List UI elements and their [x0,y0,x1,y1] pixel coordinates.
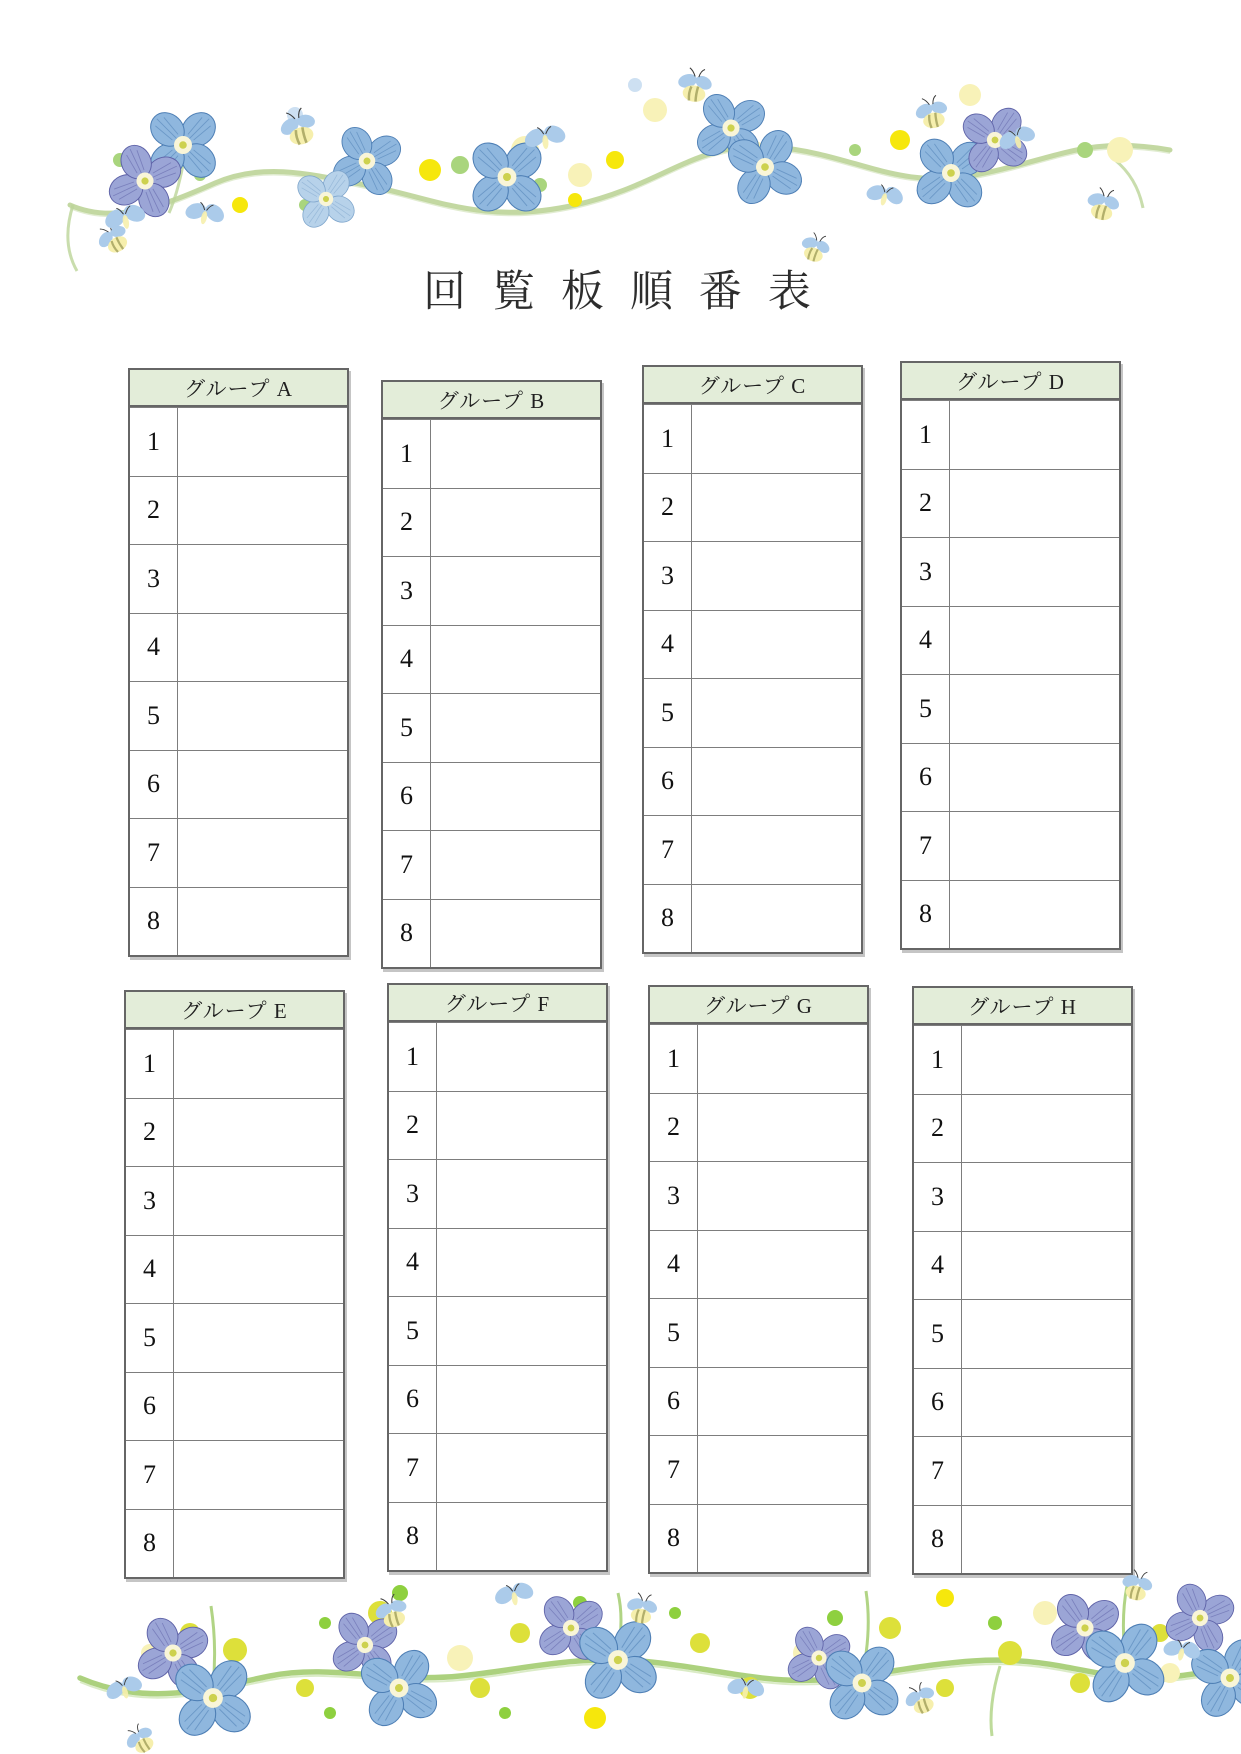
flower-icon [717,119,813,215]
table-row [914,1025,1131,1094]
table-row [902,743,1119,812]
entry-cell [950,538,1119,606]
entry-cell [962,1163,1131,1231]
table-row [130,407,347,476]
table-row [130,613,347,682]
entry-cell [178,751,347,819]
table-row [902,537,1119,606]
table-row [130,818,347,887]
flower-icon [166,1651,260,1745]
entry-cell [962,1506,1131,1574]
group-header [130,370,347,407]
group-label: グループ A [184,376,293,401]
row-number-cell: 2 [902,470,950,538]
row-number-cell: 1 [126,1030,174,1098]
entry-cell [437,1297,606,1365]
entry-cell [692,816,861,884]
table-row [914,1094,1131,1163]
flower-icon [1155,1573,1241,1664]
table-row [389,1365,606,1434]
flower-icon [779,1618,860,1699]
butterfly-icon [490,1577,538,1608]
vine-icon [68,145,1170,271]
entry-cell [698,1162,867,1230]
table-row [383,762,600,831]
table-row [902,674,1119,743]
table-row [383,488,600,557]
entry-cell [431,900,600,968]
table-row [644,541,861,610]
row-number-cell: 2 [383,489,431,557]
row-number-cell: 3 [383,557,431,625]
row-number-cell: 6 [126,1373,174,1441]
entry-cell [962,1026,1131,1094]
flower-icon [290,163,363,236]
group-table-F [387,983,608,1572]
table-row [130,681,347,750]
flower-icon [1075,1613,1175,1713]
group-table-E [124,990,345,1579]
bee-icon [673,65,716,105]
table-row [650,1230,867,1299]
dots-cluster [141,1585,1180,1729]
entry-cell [950,812,1119,880]
table-row [650,1298,867,1367]
bee-icon [899,1679,941,1719]
row-number-cell: 6 [383,763,431,831]
row-number-cell: 4 [902,607,950,675]
butterfly-icon [993,120,1040,154]
table-row [130,750,347,819]
row-number-cell: 6 [389,1366,437,1434]
table-row [902,811,1119,880]
row-number-cell: 4 [126,1236,174,1304]
table-row [126,1303,343,1372]
group-label: グループ H [968,994,1077,1019]
row-number-cell: 7 [130,819,178,887]
flower-icon [1180,1628,1241,1729]
table-row [650,1161,867,1230]
entry-cell [178,477,347,545]
group-table-D [900,361,1121,950]
flower-icon [323,117,411,205]
entry-cell [431,489,600,557]
table-row [126,1440,343,1509]
row-number-cell: 5 [902,675,950,743]
row-number-cell: 3 [650,1162,698,1230]
row-number-cell: 2 [650,1094,698,1162]
flower-icon [817,1638,908,1729]
butterfly-icon [1159,1633,1205,1665]
entry-cell [698,1025,867,1093]
entry-cell [698,1505,867,1573]
row-number-cell: 4 [130,614,178,682]
row-number-cell: 7 [914,1437,962,1505]
entry-cell [174,1304,343,1372]
group-header [126,992,343,1029]
row-number-cell: 3 [126,1167,174,1235]
row-number-cell: 8 [650,1505,698,1573]
butterfly-icon [181,195,230,229]
table-row [914,1299,1131,1368]
row-number-cell: 8 [126,1510,174,1578]
group-label: グループ F [444,991,551,1016]
row-number-cell: 2 [130,477,178,545]
table-row [126,1098,343,1167]
table-row [644,678,861,747]
table-row [383,899,600,968]
table-row [126,1029,343,1098]
row-number-cell: 1 [650,1025,698,1093]
row-number-cell: 8 [644,885,692,953]
entry-cell [437,1366,606,1434]
table-row [902,400,1119,469]
row-number-cell: 2 [644,474,692,542]
flower-icon [324,1604,406,1686]
entry-cell [698,1231,867,1299]
entry-cell [431,626,600,694]
group-header [383,382,600,419]
entry-cell [692,748,861,816]
table-row [644,473,861,542]
entry-cell [962,1300,1131,1368]
table-row [130,476,347,545]
table-row [383,693,600,762]
entry-cell [431,420,600,488]
entry-cell [178,408,347,476]
entry-cell [437,1434,606,1502]
table-row [644,404,861,473]
table-row [389,1022,606,1091]
row-number-cell: 6 [130,751,178,819]
table-row [389,1502,606,1571]
butterfly-icon [520,121,569,152]
row-number-cell: 3 [902,538,950,606]
bee-icon [370,1591,413,1631]
group-header [902,363,1119,400]
bee-icon [274,105,322,150]
row-number-cell: 1 [389,1023,437,1091]
entry-cell [692,542,861,610]
butterfly-icon [99,199,150,234]
row-number-cell: 4 [383,626,431,694]
flower-icon [350,1639,448,1737]
entry-cell [437,1092,606,1160]
row-number-cell: 4 [644,611,692,679]
table-row [126,1372,343,1441]
entry-cell [950,401,1119,469]
flower-icon [466,136,548,218]
table-row [389,1433,606,1502]
table-row [644,884,861,953]
entry-cell [692,474,861,542]
table-row [130,544,347,613]
table-row [130,887,347,956]
table-row [914,1368,1131,1437]
group-label: グループ B [437,388,546,413]
table-row [126,1235,343,1304]
row-number-cell: 3 [130,545,178,613]
bee-icon [911,93,952,131]
entry-cell [962,1437,1131,1505]
row-number-cell: 6 [644,748,692,816]
table-row [650,1024,867,1093]
row-number-cell: 8 [389,1503,437,1571]
entry-cell [178,614,347,682]
entry-cell [178,682,347,750]
row-number-cell: 5 [130,682,178,750]
row-number-cell: 3 [389,1160,437,1228]
row-number-cell: 1 [383,420,431,488]
entry-cell [174,1099,343,1167]
butterfly-icon [723,1672,769,1703]
flower-icon [954,99,1036,181]
group-label: グループ E [181,998,288,1023]
vine-icon [80,1586,1220,1736]
table-row [383,830,600,899]
table-row [389,1159,606,1228]
group-header [389,985,606,1022]
group-header [914,988,1131,1025]
row-number-cell: 2 [914,1095,962,1163]
butterfly-icon [862,177,909,211]
entry-cell [437,1023,606,1091]
group-table-B [381,380,602,969]
entry-cell [950,881,1119,949]
row-number-cell: 1 [130,408,178,476]
row-number-cell: 8 [383,900,431,968]
entry-cell [431,694,600,762]
row-number-cell: 1 [914,1026,962,1094]
entry-cell [178,545,347,613]
entry-cell [692,611,861,679]
row-number-cell: 7 [644,816,692,884]
row-number-cell: 7 [650,1436,698,1504]
flower-icon [688,85,774,171]
flower-icon [127,1607,218,1698]
flower-icon [97,133,193,229]
row-number-cell: 6 [902,744,950,812]
entry-cell [437,1229,606,1297]
bee-icon [119,1719,161,1754]
entry-cell [698,1094,867,1162]
table-row [914,1436,1131,1505]
row-number-cell: 8 [914,1506,962,1574]
table-row [126,1509,343,1578]
bee-icon [1081,184,1124,224]
row-number-cell: 6 [650,1368,698,1436]
row-number-cell: 5 [650,1299,698,1367]
group-table-G [648,985,869,1574]
row-number-cell: 3 [644,542,692,610]
entry-cell [174,1236,343,1304]
row-number-cell: 6 [914,1369,962,1437]
table-row [389,1091,606,1160]
entry-cell [962,1232,1131,1300]
dots-cluster [113,78,1133,213]
row-number-cell: 4 [650,1231,698,1299]
entry-cell [962,1095,1131,1163]
table-row [902,469,1119,538]
table-row [644,815,861,884]
table-row [650,1367,867,1436]
table-row [126,1166,343,1235]
group-table-A [128,368,349,957]
page-title: 回 覧 板 順 番 表 [423,268,818,316]
row-number-cell: 7 [389,1434,437,1502]
table-row [383,556,600,625]
row-number-cell: 2 [389,1092,437,1160]
entry-cell [950,470,1119,538]
table-row [650,1093,867,1162]
row-number-cell: 5 [914,1300,962,1368]
group-label: グループ G [704,993,813,1018]
row-number-cell: 7 [902,812,950,880]
flower-icon [569,1611,667,1709]
row-number-cell: 5 [126,1304,174,1372]
entry-cell [692,679,861,747]
row-number-cell: 5 [644,679,692,747]
row-number-cell: 3 [914,1163,962,1231]
entry-cell [950,607,1119,675]
row-number-cell: 7 [383,831,431,899]
row-number-cell: 1 [902,401,950,469]
table-row [914,1231,1131,1300]
table-row [650,1435,867,1504]
entry-cell [962,1369,1131,1437]
row-number-cell: 8 [130,888,178,956]
flower-icon [531,1588,611,1668]
table-row [644,747,861,816]
entry-cell [437,1503,606,1571]
row-number-cell: 5 [383,694,431,762]
row-number-cell: 8 [902,881,950,949]
entry-cell [431,763,600,831]
entry-cell [950,675,1119,743]
bee-icon [622,1590,661,1627]
table-row [902,880,1119,949]
row-number-cell: 1 [644,405,692,473]
bee-icon [91,217,135,260]
entry-cell [698,1299,867,1367]
group-table-C [642,365,863,954]
row-number-cell: 7 [126,1441,174,1509]
entry-cell [178,819,347,887]
row-number-cell: 4 [389,1229,437,1297]
entry-cell [174,1373,343,1441]
table-row [389,1228,606,1297]
table-row [650,1504,867,1573]
flower-icon [1042,1585,1128,1671]
entry-cell [431,557,600,625]
row-number-cell: 4 [914,1232,962,1300]
entry-cell [950,744,1119,812]
table-row [902,606,1119,675]
entry-cell [698,1368,867,1436]
flower-icon [144,106,222,184]
entry-cell [174,1441,343,1509]
flower-icon [908,130,993,215]
group-label: グループ D [956,369,1065,394]
entry-cell [698,1436,867,1504]
butterfly-icon [100,1670,147,1704]
group-header [644,367,861,404]
entry-cell [692,885,861,953]
table-row [644,610,861,679]
entry-cell [692,405,861,473]
row-number-cell: 5 [389,1297,437,1365]
entry-cell [174,1167,343,1235]
table-row [914,1162,1131,1231]
table-row [389,1296,606,1365]
table-row [383,419,600,488]
bottom-floral-border [40,1558,1241,1754]
group-label: グループ C [698,373,807,398]
entry-cell [174,1510,343,1578]
row-number-cell: 2 [126,1099,174,1167]
entry-cell [431,831,600,899]
entry-cell [178,888,347,956]
entry-cell [174,1030,343,1098]
table-row [914,1505,1131,1574]
group-header [650,987,867,1024]
entry-cell [437,1160,606,1228]
table-row [383,625,600,694]
group-table-H [912,986,1133,1575]
